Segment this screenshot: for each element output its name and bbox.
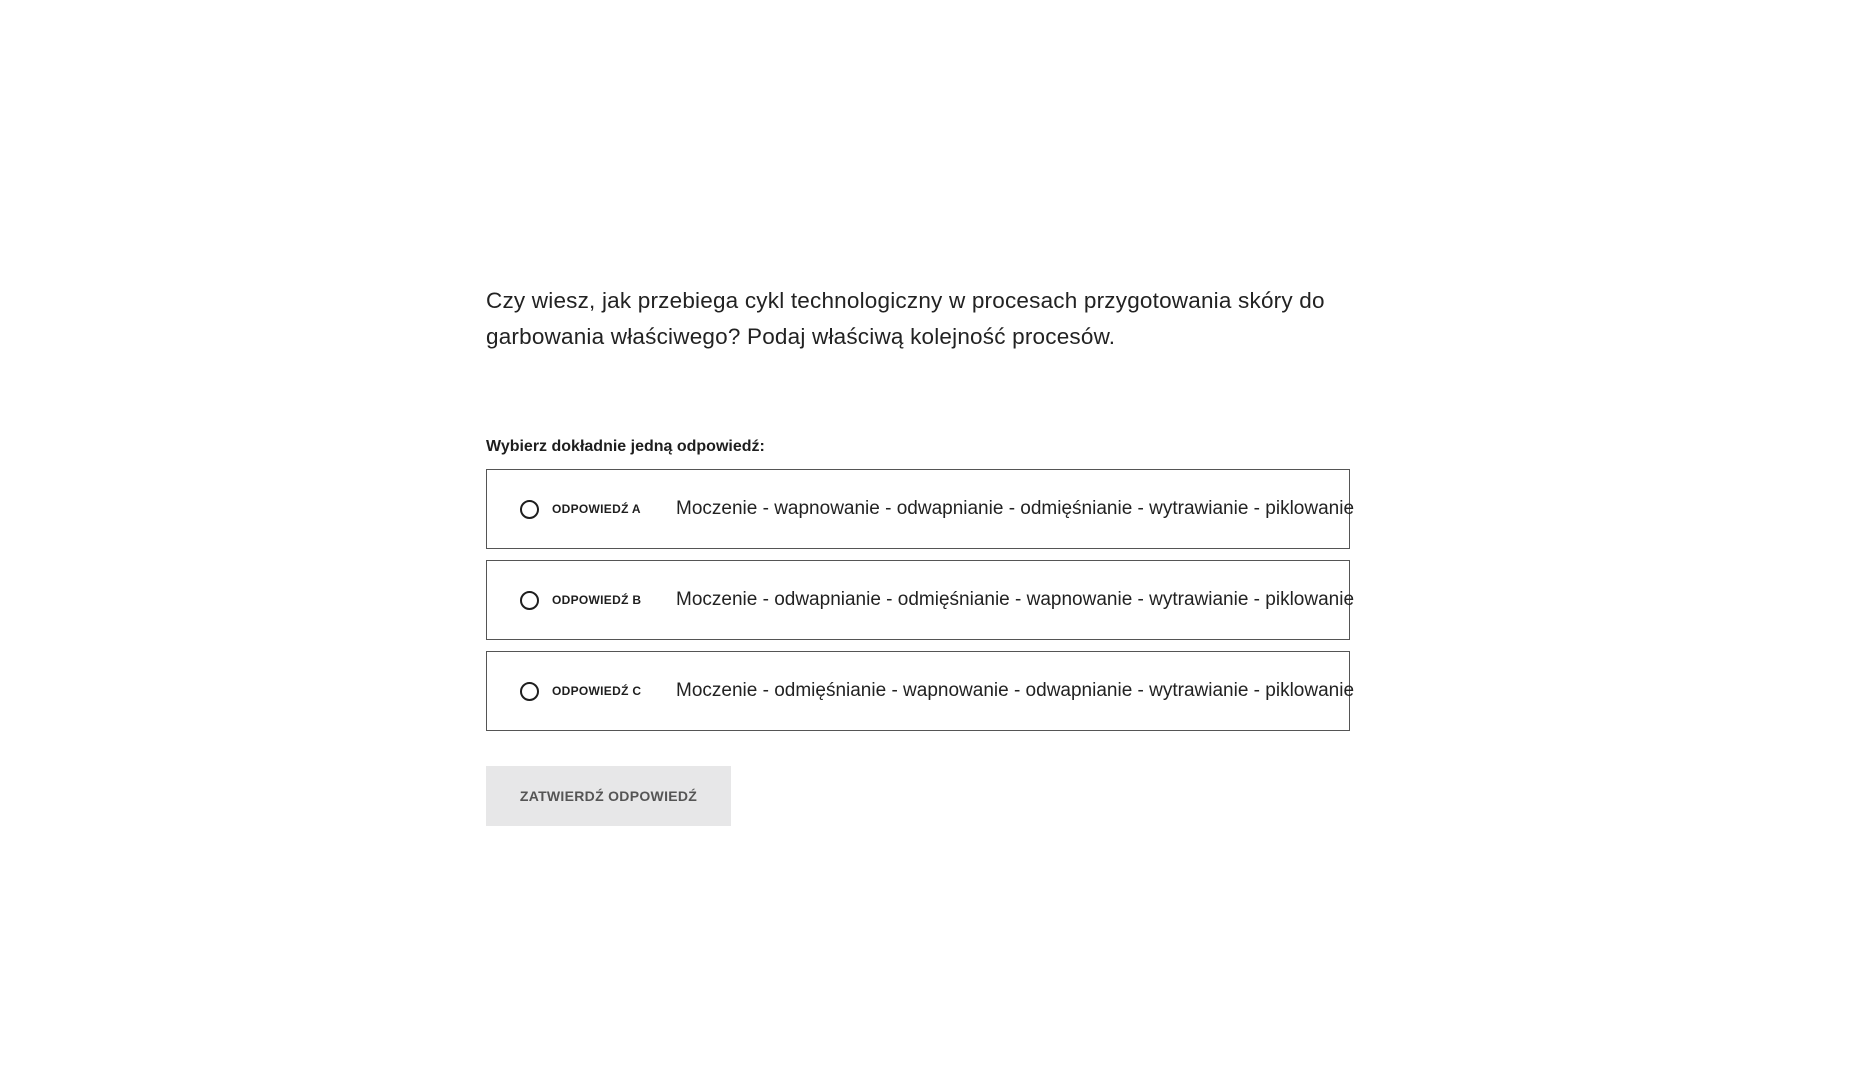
answer-option-label: ODPOWIEDŹ A [552,502,641,516]
answer-option-b[interactable] [486,560,1355,640]
answer-option-a[interactable] [486,469,1355,549]
radio-unchecked-icon[interactable] [520,500,539,519]
answer-option-text: Moczenie - odmięśnianie - wapnowanie - odwapnianie - wytrawianie - piklowanie [676,680,1355,701]
question-text: Czy wiesz, jak przebiega cykl technologiczny w procesach przygotowania skóry do garbowania właściwego? Podaj właściwą kolejność procesów. [486,288,1325,349]
answer-options [486,469,1355,731]
answer-option-text: Moczenie - odwapnianie - odmięśnianie - wapnowanie - wytrawianie - piklowanie [676,589,1355,610]
radio-unchecked-icon[interactable] [520,682,539,701]
answer-option-label: ODPOWIEDŹ B [552,593,642,607]
submit-answer-button[interactable]: ZATWIERDŹ ODPOWIEDŹ [486,766,731,826]
answer-instruction: Wybierz dokładnie jedną odpowiedź: [486,438,765,455]
answer-option-text: Moczenie - wapnowanie - odwapnianie - odmięśnianie - wytrawianie - piklowanie [676,498,1355,519]
quiz-container [486,283,1355,826]
radio-unchecked-icon[interactable] [520,591,539,610]
answer-option-c[interactable] [486,651,1355,731]
answer-option-label: ODPOWIEDŹ C [552,684,642,698]
